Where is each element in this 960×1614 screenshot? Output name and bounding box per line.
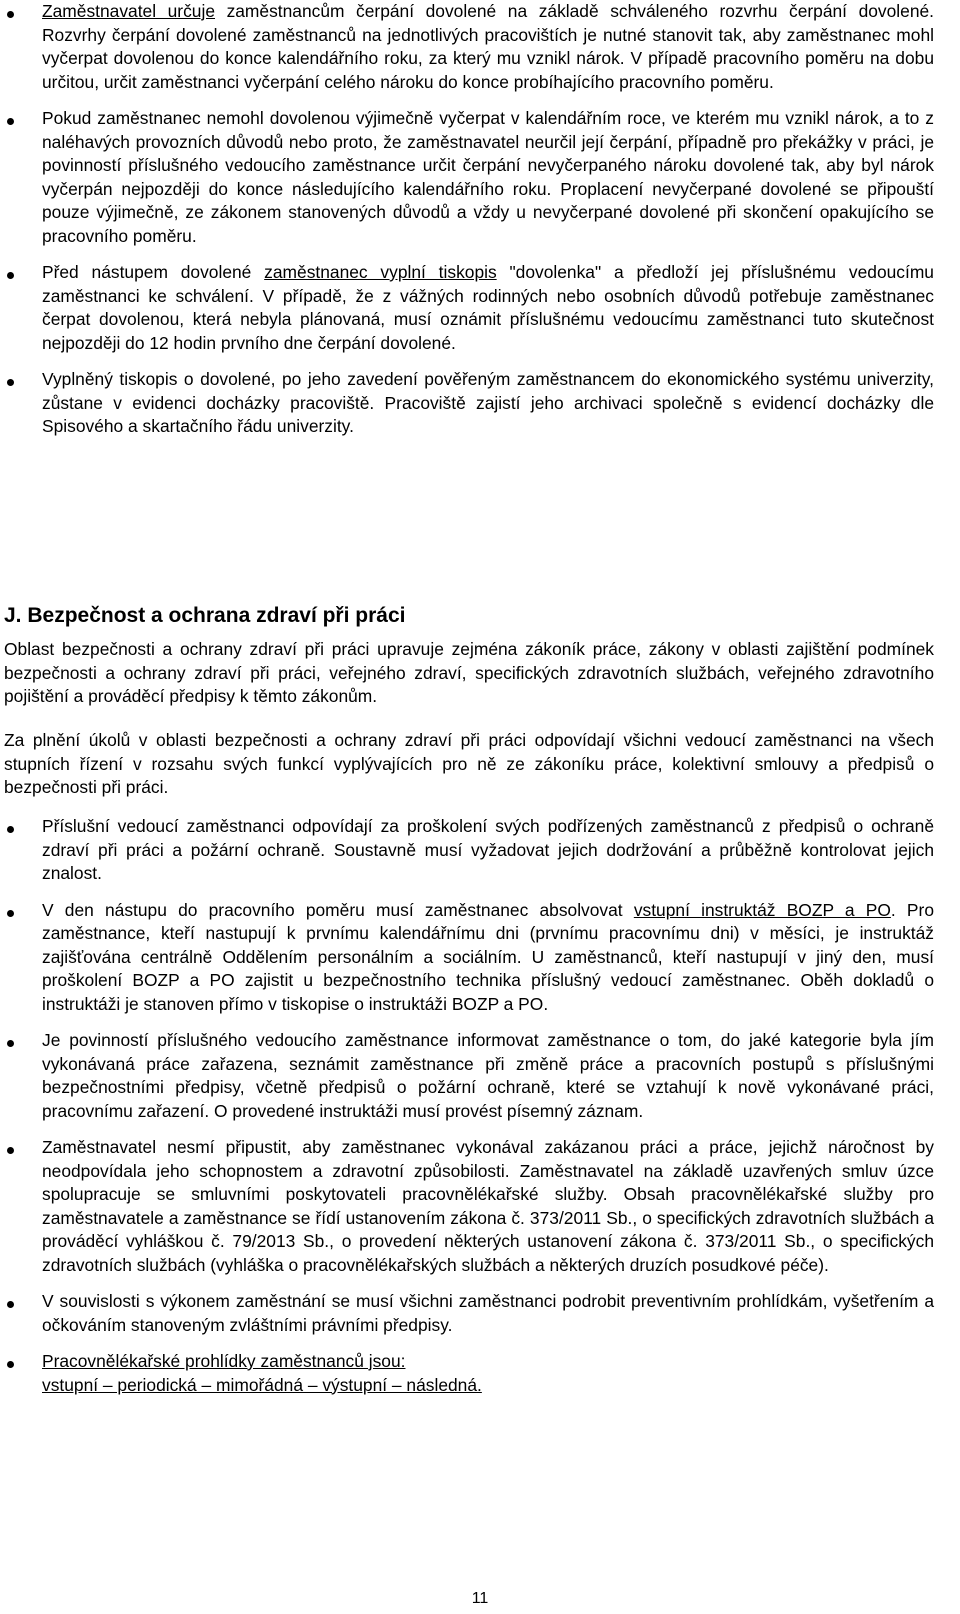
list-item	[4, 1350, 934, 1397]
bullet-icon	[7, 826, 14, 833]
list-item	[4, 1029, 934, 1123]
text-run: Vyplněný tiskopis o dovolené, po jeho zavedení pověřeným zaměstnancem do ekonomického systému univerzity, zůstane v evidenci docházky pracoviště. Pracoviště zajistí jeho archivaci společně s evidencí docházky dle Spisového a skartačního řádu univerzity.	[42, 369, 934, 436]
paragraph-2: Za plnění úkolů v oblasti bezpečnosti a ochrany zdraví při práci odpovídají všichni vedoucí zaměstnanci na všech stupních řízení v rozsahu svých funkcí vyplývajících pro ně ze zákoníku práce, kolektivní smlouvy a předpisů o bezpečnosti při práci.	[4, 730, 934, 797]
text-run: zaměstnancům čerpání dovolené na základě schváleného rozvrhu čerpání dovolené. Rozvrhy čerpání dovolené zaměstnanců na jednotlivých pracovištích je nutné stanovit tak, aby zaměstnanec mohl vyčerpat dovolenou do konce kalendářního roku, za který mu vznikl nárok. V případě pracovního poměru na dobu určitou, určit zaměstnanci vyčerpání celého nároku do konce probíhajícího pracovního poměru.	[42, 1, 934, 92]
text-run: "dovolenka" a předloží jej příslušnému vedoucímu zaměstnanci ke schválení. V případě, že z vážných rodinných nebo osobních důvodů potřebuje zaměstnanec čerpat dovolenou, která nebyla plánovaná, musí oznámit příslušnému vedoucímu zaměstnanci tuto skutečnost nejpozději do 12 hodin prvního dne čerpání dovolené.	[42, 262, 934, 353]
list-item	[4, 1290, 934, 1337]
list-item	[4, 899, 934, 1017]
bullet-icon	[7, 11, 14, 18]
page-number: 11	[471, 1590, 489, 1607]
list-item	[4, 0, 934, 94]
text-run: Pokud zaměstnanec nemohl dovolenou výjimečně vyčerpat v kalendářním roce, ve kterém mu vznikl nárok, a to z naléhavých provozních důvodů nebo proto, že zaměstnavatel neurčil její čerpání, případně pro překážky v práci, je povinností příslušného vedoucího zaměstnance určit čerpání nevyčerpaného nároku dovolené tak, aby byl nárok vyčerpán nejpozději do konce následujícího kalendářního roku. Proplacení nevyčerpané dovolené se připouští pouze výjimečně, ze zákonem stanovených důvodů a vždy u nevyčerpané dovolené při skončení opakujícího se pracovního poměru.	[42, 108, 934, 246]
bullet-icon	[7, 1040, 14, 1047]
bullet-icon	[7, 1147, 14, 1154]
text-run: Zaměstnavatel nesmí připustit, aby zaměstnanec vykonával zakázanou práci a práce, jejichž náročnost by neodpovídala jeho schopnostem a zdravotní způsobilosti. Zaměstnavatel na základě uzavřených smluv úzce spolupracuje se smluvními poskytovateli pracovnělékařské služby. Obsah pracovnělékařské služby pro zaměstnavatele a zaměstnance se řídí ustanovením zákona č. 373/2011 Sb., o specifických zdravotních službách a prováděcí vyhláškou č. 79/2013 Sb., o provedení některých ustanovení zákona č. 373/2011 Sb., o specifických zdravotních službách (vyhláška o pracovnělékařských službách a některých druzích posudkové péče).	[42, 1137, 934, 1275]
text-run: Je povinností příslušného vedoucího zaměstnance informovat zaměstnance o tom, do jaké kategorie byla jím vykonávaná práce zařazena, seznámit zaměstnance při změně práce a pracovních postupů s příslušnými bezpečnostními předpisy, včetně předpisů o požární ochraně, které se vztahují k nově vykonávané práci, pracovnímu zařazení. O provedené instruktáži musí provést písemný záznam.	[42, 1030, 934, 1121]
text-run: Před nástupem dovolené	[42, 262, 265, 282]
underlined-text: vstupní – periodická – mimořádná – výstupní – následná.	[42, 1374, 482, 1395]
text-run: V den nástupu do pracovního poměru musí zaměstnanec absolvovat	[42, 899, 634, 920]
list-item	[4, 261, 934, 355]
bullet-icon	[7, 118, 14, 125]
underlined-text: Zaměstnavatel určuje	[42, 1, 215, 21]
text-run: Příslušní vedoucí zaměstnanci odpovídají za proškolení svých podřízených zaměstnanců z předpisů o ochraně zdraví při práci a požární ochraně. Soustavně musí vyžadovat jejich dodržování a průběžně kontrolovat jejich znalost.	[42, 816, 934, 883]
list-item	[4, 368, 934, 439]
bullet-list-top	[4, 0, 934, 439]
list-item	[4, 815, 934, 886]
text-run: V souvislosti s výkonem zaměstnání se musí všichni zaměstnanci podrobit preventivním prohlídkám, vyšetřením a očkováním stanoveným zvláštními právními předpisy.	[42, 1291, 934, 1335]
bullet-icon	[7, 272, 14, 279]
list-item	[4, 107, 934, 248]
bullet-icon	[7, 1301, 14, 1308]
underlined-text: zaměstnanec vyplní tiskopis	[264, 262, 497, 282]
underlined-text: vstupní instruktáž BOZP a PO	[633, 899, 891, 920]
section-heading: J. Bezpečnost a ochrana zdraví při práci	[4, 604, 406, 627]
bullet-icon	[7, 910, 14, 917]
text-run: . Pro zaměstnance, kteří nastupují k prvnímu kalendářnímu dni (prvnímu pracovnímu dni) v měsíci, je instruktáž zajišťována centrálně Oddělením personálním a sociálním. U zaměstnanců, kteří nastupují v jiný den, musí proškolení BOZP a PO zajistit u bezpečnostního technika příslušný vedoucí zaměstnanec. Oběh dokladů o instruktáži je stanoven přímo v tiskopise o instruktáži BOZP a PO.	[42, 899, 934, 1014]
underlined-text: Pracovnělékařské prohlídky zaměstnanců jsou:	[42, 1351, 406, 1371]
bullet-icon	[7, 379, 14, 386]
bullet-list-bottom	[4, 815, 934, 1397]
list-item	[4, 1136, 934, 1277]
bullet-icon	[7, 1361, 14, 1368]
paragraph-1: Oblast bezpečnosti a ochrany zdraví při práci upravuje zejména zákoník práce, zákony v oblasti zajištění podmínek bezpečnosti a ochrany zdraví při práci, veřejného zdraví, specifických zdravotních službách, veřejného zdravotního pojištění a prováděcí předpisy k těmto zákonům.	[4, 639, 934, 706]
